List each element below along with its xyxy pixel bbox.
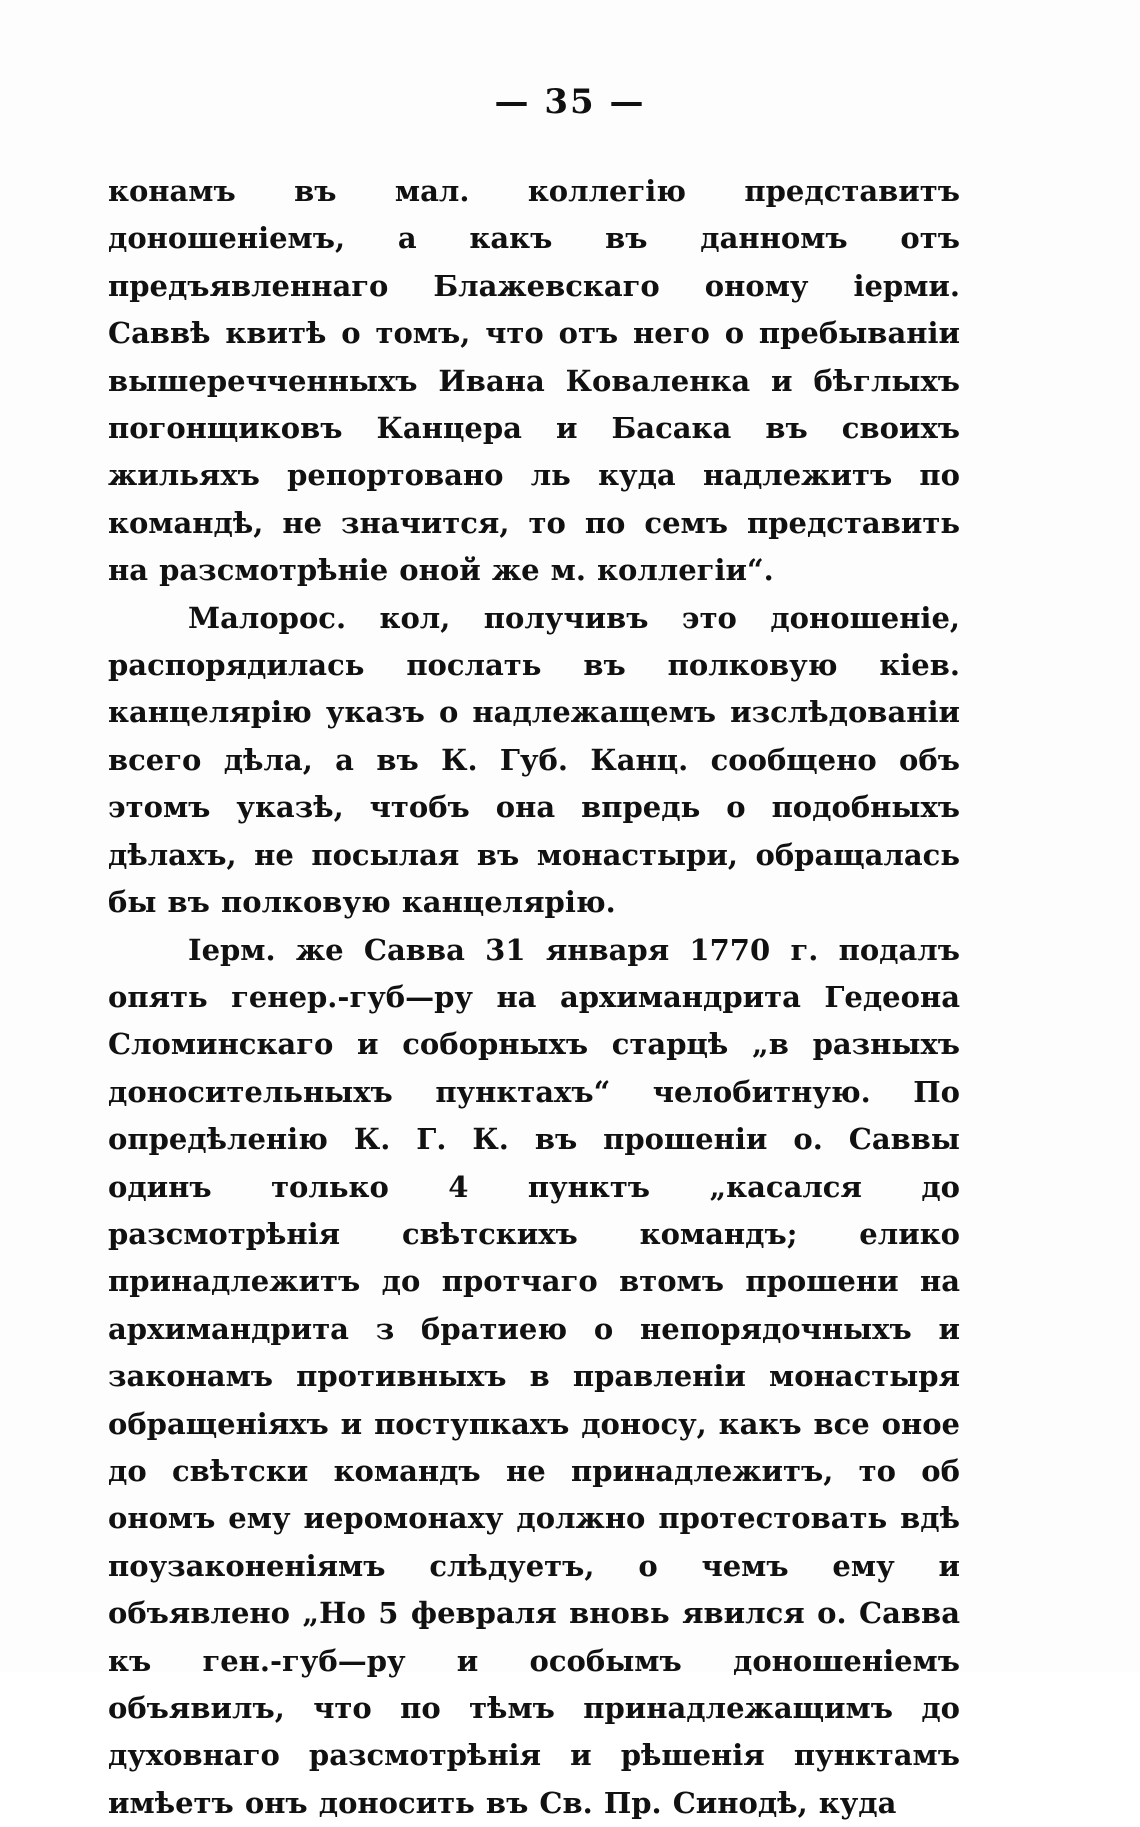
- paragraph-3: Іерм. же Савва 31 января 1770 г. подалъ опять генер.-губ—ру на архимандрита Гедеона Сломинскаго и соборныхъ старцѣ „в разныхъ доносительныхъ пунктахъ“ челобитную. По опредѣленію К. Г. К. въ прошеніи о. Саввы одинъ только 4 пунктъ „касался до разсмотрѣнія свѣтскихъ командъ; елико принадлежитъ до протчаго втомъ прошени на архимандрита з братиею о непорядочныхъ и законамъ противныхъ в правленіи монастыря обращеніяхъ и поступкахъ доносу, какъ все оное до свѣтски командъ не принадлежитъ, то об ономъ ему иеромонаху должно протестовать вдѣ поузаконеніямъ слѣдуетъ, о чемъ ему и объявлено „Но 5 февраля вновь явился о. Савва къ ген.-губ—ру и особымъ доношеніемъ объявилъ, что по тѣмъ принадлежащимъ до духовнаго разсмотрѣнія и рѣшенія пунктамъ имѣетъ онъ доносить въ Св. Пр. Синодѣ, куда: [108, 927, 960, 1827]
- page-number: — 35 —: [0, 82, 1140, 122]
- body-text: [108, 168, 960, 1827]
- paragraph-2: Малорос. кол, получивъ это доношеніе, распорядилась послать въ полковую кіев. канцелярію указъ о надлежащемъ изслѣдованіи всего дѣла, а въ К. Губ. Канц. сообщено объ этомъ указѣ, чтобъ она впредь о подобныхъ дѣлахъ, не посылая въ монастыри, обращалась бы въ полковую канцелярію.: [108, 595, 960, 927]
- paragraph-1: конамъ въ мал. коллегію представитъ доношеніемъ, а какъ въ данномъ отъ предъявленнаго Блажевскаго оному іерми. Саввѣ квитѣ о томъ, что отъ него о пребываніи вышеречченныхъ Ивана Коваленка и бѣглыхъ погонщиковъ Канцера и Басака въ своихъ жильяхъ репортовано ль куда надлежитъ по командѣ, не значится, то по семъ представить на разсмотрѣніе оной же м. коллегіи“.: [108, 168, 960, 595]
